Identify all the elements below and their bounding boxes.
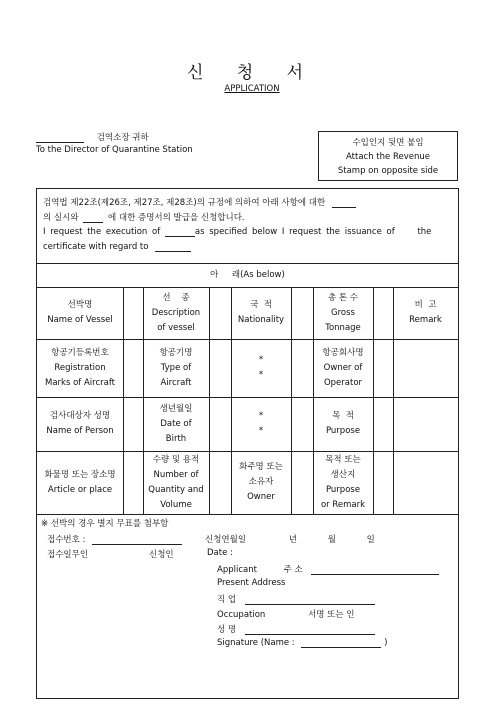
aircraft-operator-label: 항공회사명 Owner of Operator [322, 347, 364, 388]
month-label: 월 [327, 535, 336, 545]
vessel-name-label: 선박명 Name of Vessel [47, 300, 113, 325]
address-ko-label: 주 소 [283, 565, 303, 575]
nationality-label: 국 적 Nationality [237, 300, 285, 325]
addressee-ko: 검역소장 귀하 [96, 133, 149, 143]
occupation-field[interactable] [245, 595, 375, 605]
present-address-label: Present Address [217, 578, 286, 588]
form-title: 신 청 서 [186, 63, 318, 83]
request-en-text-1b: as specified below I request the issuance of [194, 227, 395, 237]
request-ko-line-2 [43, 211, 245, 223]
name-field[interactable] [245, 625, 375, 635]
column-rule [123, 287, 124, 514]
applicant-ko-label: 신청인 [149, 550, 174, 560]
name-ko-label: 성 명 [217, 625, 237, 635]
signature-row [217, 638, 387, 648]
request-en-text-1a: I request the execution of [43, 227, 161, 237]
occupation-en-label: Occupation [217, 610, 266, 620]
stamp-line-2: Attach the Revenue [346, 152, 430, 162]
signature-label: Signature (Name : [217, 638, 295, 648]
remark-label: 비 고 Remark [409, 300, 442, 325]
article-label: 화물명 또는 장소명 Article or place [44, 469, 116, 495]
below-header-en: (As below) [240, 269, 285, 280]
aircraft-registration-label: 항공기등록번호 Registration Marks of Aircraft [44, 347, 116, 388]
address-row [217, 563, 439, 575]
year-label: 년 [288, 535, 297, 545]
apply-date-label: 신청연월일 [205, 535, 247, 545]
receipt-number-label: 접수번호 : [47, 535, 86, 545]
request-en-line-1 [43, 227, 431, 237]
purpose-label: 목 적 Purpose [325, 411, 361, 436]
birth-date-label: 생년월일 Date of Birth [159, 403, 193, 444]
request-ko-text-2a: 의 실시와 [43, 213, 79, 223]
receipt-number-field[interactable] [92, 535, 182, 545]
request-ko-text-1: 검역법 제22조(제26조, 제27조, 제28조)의 규정에 의하여 아래 사항에 대한 [43, 198, 326, 208]
aircraft-type-label: 항공기명 Type of Aircraft [159, 347, 193, 388]
owner-label: 화주명 또는 소유자 Owner [239, 462, 283, 502]
below-header [37, 263, 458, 287]
person-note-marks: * * [258, 411, 264, 436]
attachment-note: ※ 선박의 경우 별지 무표를 첨부함 [41, 519, 169, 529]
request-en-line-2 [43, 242, 191, 252]
request-blank-3[interactable] [165, 227, 195, 237]
occupation-row [217, 593, 375, 605]
form-subtitle: APPLICATION [224, 84, 280, 94]
addressee-ko-line [36, 131, 149, 143]
column-rule [373, 287, 374, 514]
date-en-label: Date : [207, 548, 233, 558]
request-blank-2[interactable] [83, 213, 103, 223]
person-name-label: 검사대상자 성명 Name of Person [46, 411, 114, 436]
application-form-frame [36, 188, 459, 699]
request-ko-text-2b: 에 대한 증명서의 발급을 신청합니다. [107, 213, 245, 223]
request-en-text-1c: the [417, 227, 432, 237]
name-row [217, 623, 375, 635]
station-blank[interactable] [36, 133, 84, 143]
below-header-ko: 아 래 [210, 269, 241, 280]
gross-tonnage-label: 총 톤 수 Gross Tonnage [325, 292, 361, 333]
apply-date-row [205, 533, 375, 545]
signature-field[interactable] [301, 638, 381, 648]
purpose-remark-label: 목적 또는 생산지 Purpose or Remark [320, 454, 366, 510]
column-rule [209, 287, 210, 514]
occupation-en-row [217, 608, 354, 620]
request-en-text-2: certificate with regard to [43, 242, 149, 252]
applicant-en-label: Applicant [217, 565, 257, 575]
rule [37, 514, 458, 515]
occupation-ko-label: 직 업 [217, 595, 237, 605]
quantity-volume-label: 수량 및 용적 Number of Quantity and Volume [148, 454, 204, 510]
request-blank-4[interactable] [155, 242, 191, 252]
signature-close: ) [384, 638, 388, 648]
receiver-label: 접수일무인 [47, 550, 89, 560]
revenue-stamp-box [318, 131, 458, 181]
stamp-line-1: 수입인지 뒷면 붙임 [352, 138, 424, 148]
address-field[interactable] [311, 565, 439, 575]
aircraft-note-marks: * * [258, 355, 264, 380]
addressee-en: To the Director of Quarantine Station [36, 145, 193, 155]
day-label: 일 [366, 535, 375, 545]
sign-ko-label: 서명 또는 인 [308, 610, 355, 620]
request-blank-1[interactable] [332, 198, 356, 208]
request-ko-line-1 [43, 196, 356, 208]
column-rule [291, 287, 292, 514]
vessel-description-label: 선 종 Description of vessel [151, 292, 201, 333]
stamp-line-3: Stamp on opposite side [337, 166, 439, 176]
receipt-number-row [47, 533, 182, 545]
